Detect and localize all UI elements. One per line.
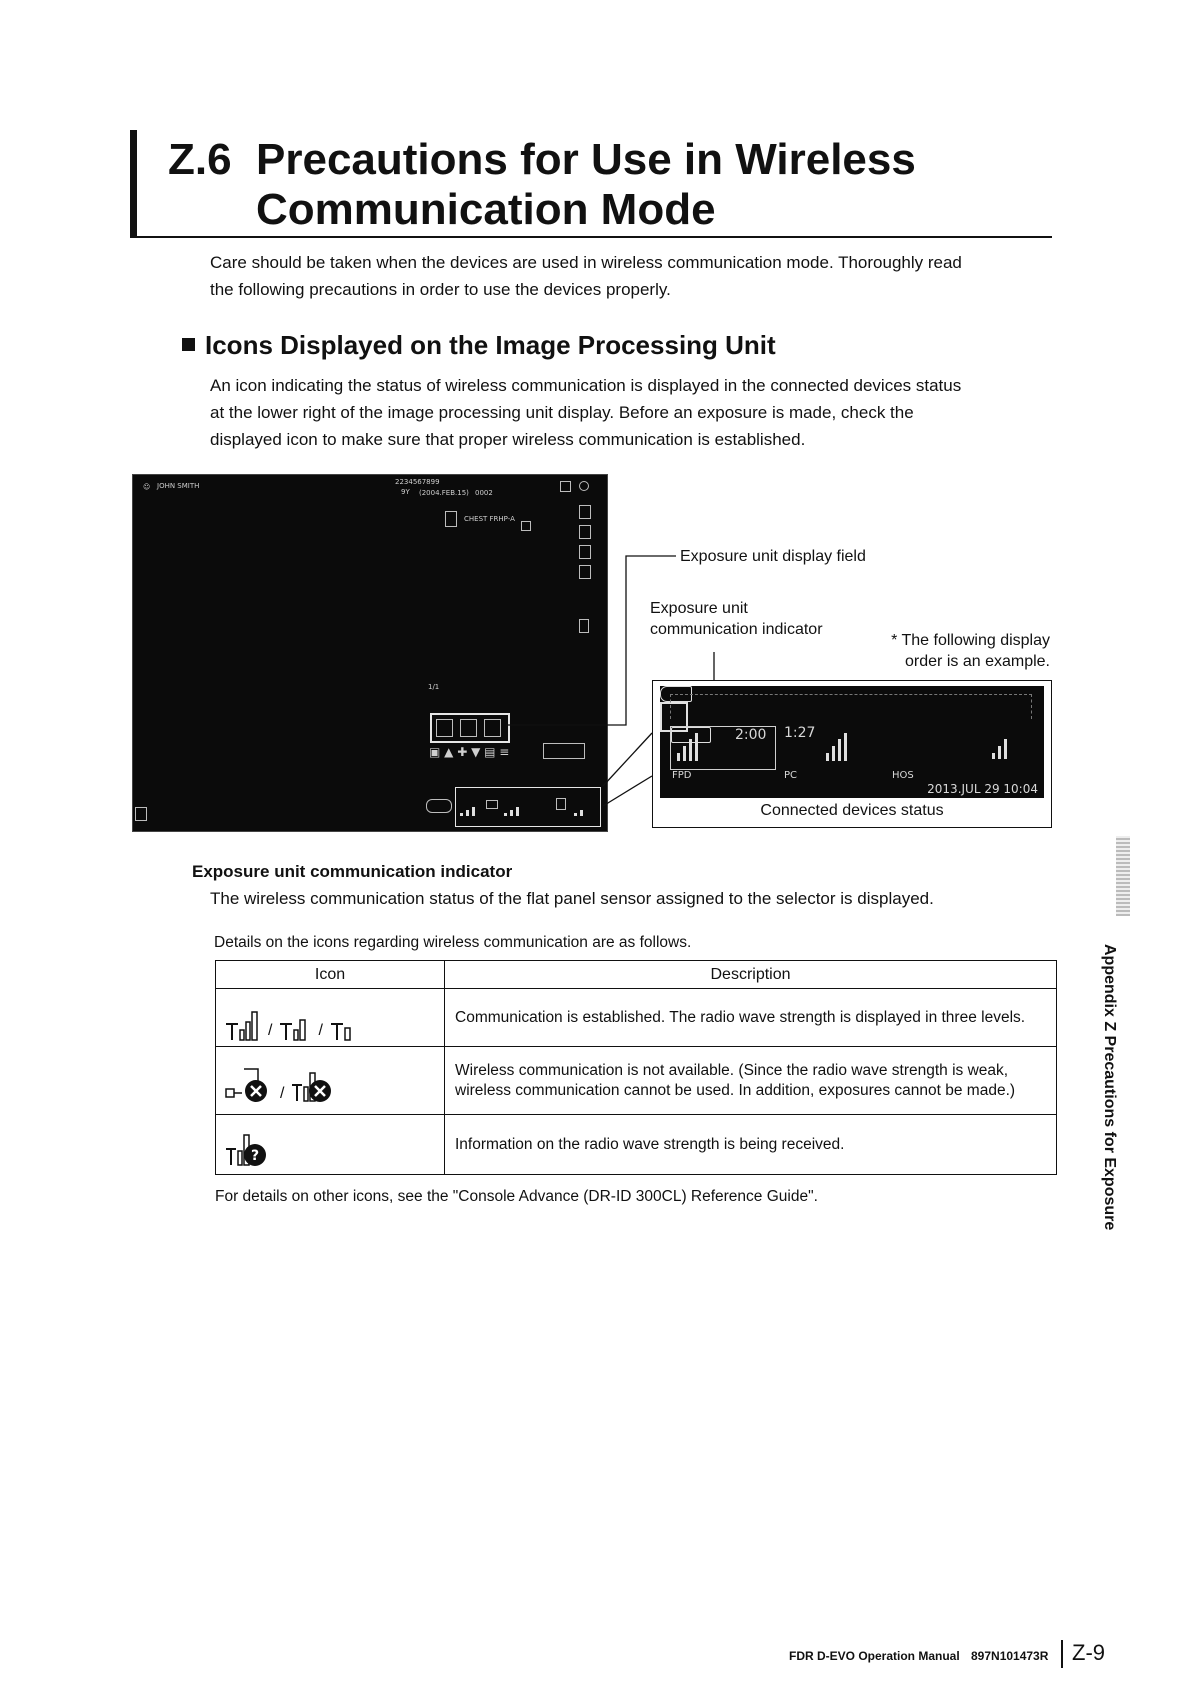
section-title-line2: Communication Mode	[256, 185, 716, 234]
table-header-description: Description	[445, 961, 1057, 989]
callout-comm-indicator-line2: communication indicator	[650, 621, 823, 638]
status-datetime: 2013.JUL 29 10:04	[927, 782, 1038, 796]
table-header-row	[216, 961, 1057, 989]
footer-page-number: Z-9	[1072, 1640, 1105, 1665]
signal-strong-icon	[224, 1002, 262, 1042]
subsection-line1: An icon indicating the status of wireless communication is displayed in the connected devices status	[210, 376, 962, 395]
patient-id: 2234567899	[395, 478, 440, 486]
callout-comm-indicator-line1: Exposure unit	[650, 600, 748, 617]
section-title-line1: Precautions for Use in Wireless	[256, 135, 916, 184]
page-indicator: 1/1	[428, 683, 440, 691]
callout-comm-indicator	[650, 598, 823, 640]
side-tab-marker	[1116, 836, 1130, 916]
callout-note	[878, 630, 1050, 672]
icon-separator: /	[318, 1021, 323, 1039]
fpd-slot	[670, 726, 776, 770]
signal-strength-icon	[677, 733, 698, 761]
patient-icon: ☺	[143, 483, 151, 491]
appendix-side-label: Appendix Z Precautions for Exposure	[1101, 944, 1118, 1231]
exam-menu: CHEST FRHP-A	[464, 515, 515, 523]
icon-cell	[216, 1047, 445, 1115]
hos-label: HOS	[892, 770, 914, 781]
details-text: Details on the icons regarding wireless communication are as follows.	[214, 934, 692, 951]
signal-weak-icon	[329, 1002, 357, 1042]
no-connection-signal-icon	[290, 1061, 334, 1105]
icon-table	[215, 960, 1057, 1175]
svg-text:?: ?	[250, 1147, 260, 1164]
signal-strength-icon	[826, 731, 847, 761]
table-row	[216, 1115, 1057, 1175]
subsection-line2: at the lower right of the image processing unit display. Before an exposure is made, check the	[210, 403, 914, 422]
receiving-signal-icon	[224, 1125, 270, 1169]
callout-display-field: Exposure unit display field	[680, 548, 866, 565]
patient-age: 9Y	[401, 488, 410, 496]
subsection-line3: displayed icon to make sure that proper wireless communication is established.	[210, 430, 806, 449]
connected-devices-status-panel	[652, 680, 1052, 828]
footer-divider	[1061, 1640, 1063, 1668]
table-row	[216, 989, 1057, 1047]
row-description: Wireless communication is not available. (Since the radio wave strength is weak, wireless communication cannot be used. In addition, exposures cannot be made.)	[445, 1047, 1057, 1115]
icon-cell	[216, 989, 445, 1047]
exam-code: 0002	[475, 489, 493, 497]
table-row	[216, 1047, 1057, 1115]
patient-name: JOHN SMITH	[157, 482, 200, 490]
icon-separator: /	[280, 1084, 285, 1102]
footer-manual: FDR D-EVO Operation Manual	[789, 1649, 960, 1663]
status-frame	[670, 694, 1032, 719]
section-number: Z.6	[168, 135, 232, 184]
footer-code: 897N101473R	[971, 1649, 1049, 1663]
other-icons-note: For details on other icons, see the "Console Advance (DR-ID 300CL) Reference Guide".	[215, 1188, 818, 1205]
subsection-title: Icons Displayed on the Image Processing Unit	[205, 330, 776, 360]
fpd-time: 2:00	[735, 727, 767, 743]
pc-label: PC	[784, 770, 798, 781]
fpd-label: FPD	[672, 770, 692, 781]
callout-note-line2: order is an example.	[905, 653, 1050, 670]
table-header-icon: Icon	[216, 961, 445, 989]
icon-cell	[216, 1115, 445, 1175]
tool-icons-row: ▣ ▲ ✚ ▼ ▤ ≡	[429, 745, 510, 759]
connected-devices-caption: Connected devices status	[760, 802, 944, 819]
status-display	[660, 686, 1044, 798]
no-connection-cassette-icon	[224, 1061, 274, 1105]
intro-line2: the following precautions in order to use the devices properly.	[210, 280, 671, 299]
indicator-text: The wireless communication status of the flat panel sensor assigned to the selector is displayed.	[210, 889, 934, 908]
indicator-heading: Exposure unit communication indicator	[192, 862, 513, 881]
row-description: Communication is established. The radio wave strength is displayed in three levels.	[445, 989, 1057, 1047]
signal-medium-icon	[278, 1002, 312, 1042]
patient-date: (2004.FEB.15)	[419, 489, 469, 497]
pc-time: 1:27	[784, 725, 816, 741]
callout-note-line1: * The following display	[891, 632, 1050, 649]
icon-separator: /	[268, 1021, 273, 1039]
row-description: Information on the radio wave strength is being received.	[445, 1115, 1057, 1175]
signal-strength-icon	[992, 737, 1007, 759]
intro-line1: Care should be taken when the devices are used in wireless communication mode. Thoroughly read	[210, 253, 962, 272]
